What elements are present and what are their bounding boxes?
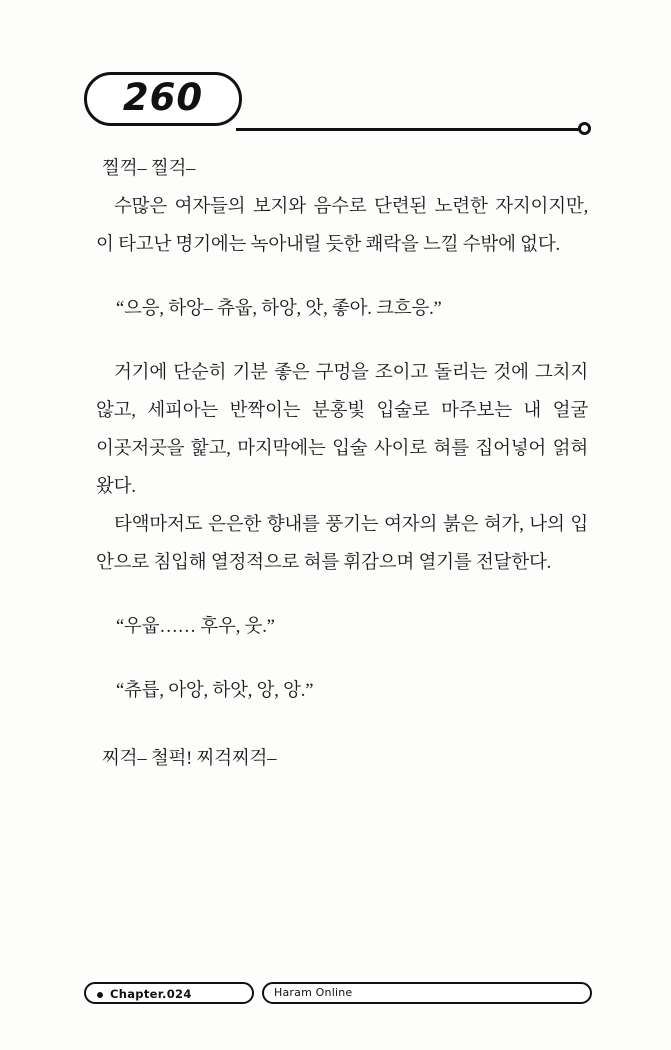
paragraph-sfx-2: 찌걱– 철퍽! 찌걱찌걱– bbox=[102, 749, 277, 769]
spacer bbox=[96, 264, 588, 290]
bullet-dot-icon bbox=[97, 992, 103, 998]
dialog-line-2: “우웁…… 후우, 웃.” bbox=[116, 617, 275, 637]
dialog-line-3: “츄릅, 아앙, 하앗, 앙, 앙.” bbox=[116, 681, 314, 701]
chapter-badge bbox=[84, 982, 254, 1004]
header-rule-dot-icon bbox=[578, 122, 591, 135]
paragraph-1: 수많은 여자들의 보지와 음수로 단련된 노련한 자지이지만, 이 타고난 명기에는 녹아내릴 듯한 쾌락을 느낄 수밖에 없다. bbox=[96, 197, 588, 255]
header-rule bbox=[236, 128, 581, 131]
paragraph-3: 타액마저도 은은한 향내를 풍기는 여자의 붉은 혀가, 나의 입 안으로 침입해 열정적으로 혀를 휘감으며 열기를 전달한다. bbox=[96, 515, 588, 573]
spacer bbox=[96, 582, 588, 608]
site-label: Haram Online bbox=[274, 986, 353, 999]
spacer bbox=[96, 646, 588, 672]
page-number-header bbox=[84, 72, 584, 136]
spacer bbox=[96, 328, 588, 354]
paragraph-sfx-1: 찔꺽– 찔걱– bbox=[102, 159, 196, 179]
page-footer bbox=[84, 982, 592, 1006]
page-body bbox=[96, 150, 588, 778]
spacer bbox=[96, 710, 588, 740]
dialog-line-1: “으응, 하앙– 츄웁, 하앙, 앗, 좋아. 크흐응.” bbox=[116, 299, 442, 319]
paragraph-2: 거기에 단순히 기분 좋은 구멍을 조이고 돌리는 것에 그치지 않고, 세피아는 반짝이는 분홍빛 입술로 마주보는 내 얼굴 이곳저곳을 핥고, 마지막에는 입술 사이로 혀를 집어넣어 얽혀 왔다. bbox=[96, 363, 588, 497]
chapter-label: Chapter.024 bbox=[110, 987, 192, 1001]
page-number: 260 bbox=[122, 76, 204, 119]
